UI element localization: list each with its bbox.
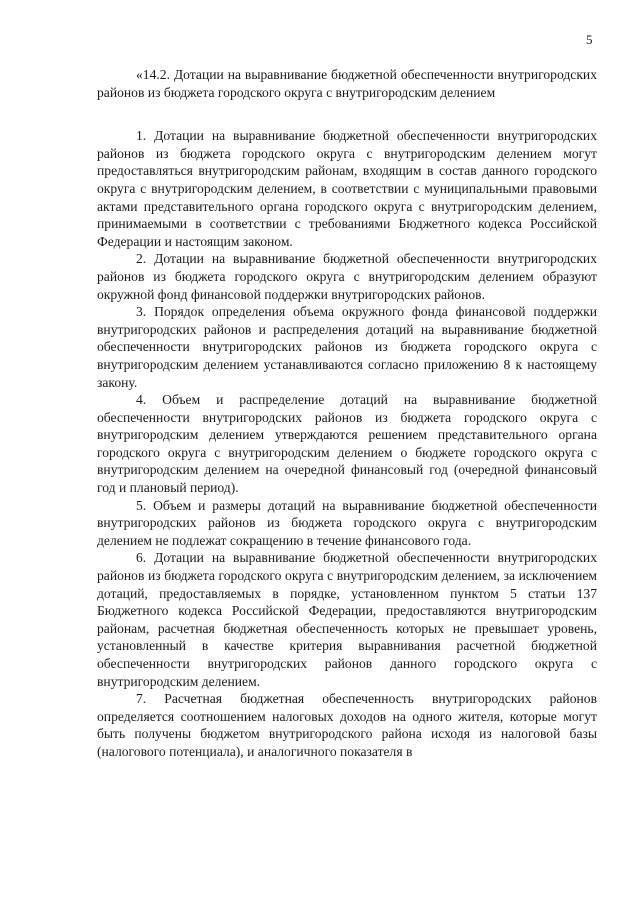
section-heading: «14.2. Дотации на выравнивание бюджетной обеспеченности внутригородских районов из бюджета городского округа с внутригородским делением [97,67,597,100]
document-body [97,66,597,761]
paragraph-4: 4. Объем и распределение дотаций на выравнивание бюджетной обеспеченности внутригородских районов из бюджета городского округа с внутригородским делением утверждаются решением представительного органа городского округа с внутригородским делением о бюджете городского округа с внутригородским делением на очередной финансовый год (очередной финансовый год и плановый период). [97,392,597,496]
page-number: 5 [586,32,593,47]
paragraph-5: 5. Объем и размеры дотаций на выравнивание бюджетной обеспеченности внутригородских районов из бюджета городского округа с внутригородским делением не подлежат сокращению в течение финансового года. [97,497,597,548]
paragraph-6: 6. Дотации на выравнивание бюджетной обеспеченности внутригородских районов из бюджета городского округа с внутригородским делением, за исключением дотаций, предоставляемых в порядке, установленном пунктом 5 статьи 137 Бюджетного кодекса Российской Федерации, предоставляются внутригородским районам, расчетная бюджетная обеспеченность которых не превышает уровень, установленный в качестве критерия выравнивания расчетной бюджетной обеспеченности внутригородских районов данного городского округа с внутригородским делением. [97,550,597,689]
paragraph-1: 1. Дотации на выравнивание бюджетной обеспеченности внутригородских районов из бюджета городского округа с внутригородским делением могут предоставляться внутригородским районам, входящим в состав данного городского округа с внутригородским делением, в соответствии с муниципальными правовыми актами представительного органа городского округа с внутригородским делением, принимаемыми в соответствии с требованиями Бюджетного кодекса Российской Федерации и настоящим законом. [97,128,597,249]
paragraph-3: 3. Порядок определения объема окружного фонда финансовой поддержки внутригородских районов и распределения дотаций на выравнивание бюджетной обеспеченности внутригородских районов из бюджета городского округа с внутригородским делением устанавливаются согласно приложению 8 к настоящему закону. [97,304,597,390]
paragraph-2: 2. Дотации на выравнивание бюджетной обеспеченности внутригородских районов из бюджета городского округа с внутригородским делением образуют окружной фонд финансовой поддержки внутригородских районов. [97,251,597,302]
paragraph-7: 7. Расчетная бюджетная обеспеченность внутригородских районов определяется соотношением налоговых доходов на одного жителя, которые могут быть получены бюджетом внутригородского района исходя из налоговой базы (налогового потенциала), и аналогичного показателя в [97,691,597,759]
